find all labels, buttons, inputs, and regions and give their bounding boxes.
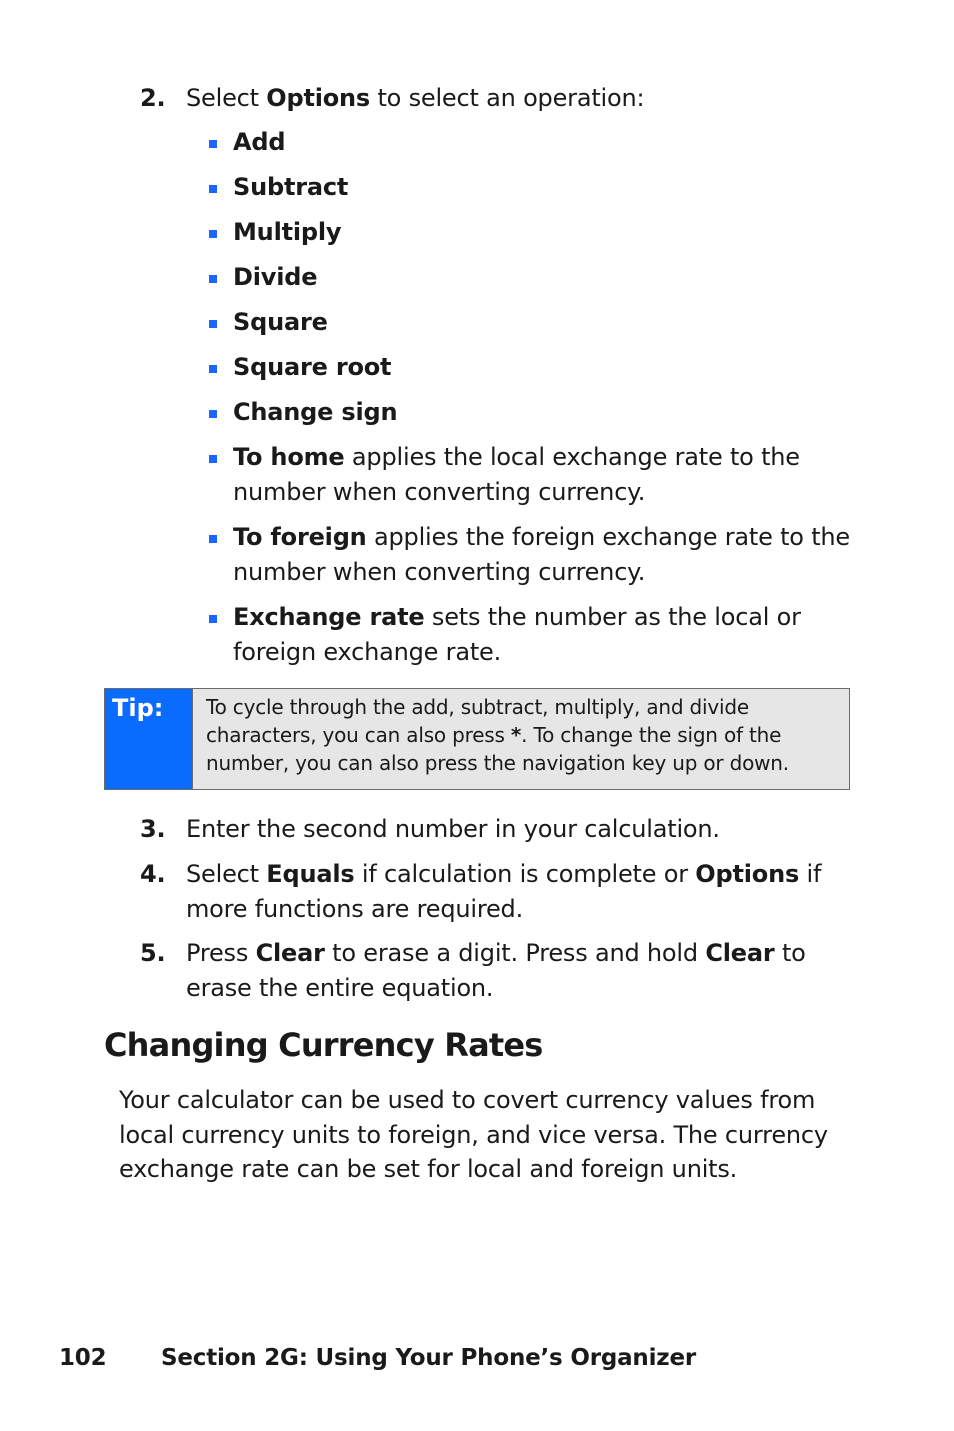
tip-box bbox=[104, 688, 850, 790]
bullet-icon bbox=[209, 535, 217, 543]
bullet-icon bbox=[209, 320, 217, 328]
options-keyword: Options bbox=[695, 860, 800, 888]
list-item: Square bbox=[208, 305, 868, 340]
footer-section-title: Section 2G: Using Your Phone’s Organizer bbox=[161, 1345, 697, 1371]
list-item: To home applies the local exchange rate to the number when converting currency. bbox=[208, 440, 868, 510]
step-text: Press Clear to erase a digit. Press and hold Clear to erase the entire equation. bbox=[186, 939, 806, 1002]
list-item: To foreign applies the foreign exchange rate to the number when converting currency. bbox=[208, 520, 868, 590]
step-4 bbox=[140, 857, 870, 927]
bullet-icon bbox=[209, 410, 217, 418]
list-item: Exchange rate sets the number as the local or foreign exchange rate. bbox=[208, 600, 868, 670]
list-item: Subtract bbox=[208, 170, 868, 205]
step-text: Select Options to select an operation: bbox=[186, 84, 645, 112]
list-item: Divide bbox=[208, 260, 868, 295]
page-number: 102 bbox=[59, 1345, 107, 1371]
tip-text: To cycle through the add, subtract, multiply, and divide characters, you can also press *. To change the sign of the number, you can also press the navigation key up or down. bbox=[193, 689, 849, 789]
step-5 bbox=[140, 936, 870, 1006]
bullet-icon bbox=[209, 615, 217, 623]
list-item: Multiply bbox=[208, 215, 868, 250]
list-item: Square root bbox=[208, 350, 868, 385]
bullet-icon bbox=[209, 455, 217, 463]
bullet-icon bbox=[209, 140, 217, 148]
bullet-icon bbox=[209, 365, 217, 373]
page-footer bbox=[59, 1345, 696, 1371]
equals-keyword: Equals bbox=[266, 860, 355, 888]
bullet-icon bbox=[209, 230, 217, 238]
list-item: Change sign bbox=[208, 395, 868, 430]
operation-list bbox=[208, 125, 868, 680]
section-paragraph: Your calculator can be used to covert currency values from local currency units to foreign, and vice versa. The currency exchange rate can be set for local and foreign units. bbox=[119, 1086, 828, 1183]
step-text: Select Equals if calculation is complete or Options if more functions are required. bbox=[186, 860, 822, 923]
step-text: Enter the second number in your calculation. bbox=[186, 815, 720, 843]
tip-label: Tip: bbox=[105, 689, 193, 789]
bullet-icon bbox=[209, 275, 217, 283]
section-heading: Changing Currency Rates bbox=[104, 1026, 543, 1064]
step-3 bbox=[140, 812, 870, 847]
clear-keyword: Clear bbox=[255, 939, 325, 967]
star-key: * bbox=[510, 723, 522, 747]
bullet-icon bbox=[209, 185, 217, 193]
clear-keyword: Clear bbox=[705, 939, 775, 967]
step-number: 5. bbox=[140, 939, 166, 967]
options-keyword: Options bbox=[266, 84, 371, 112]
list-item: Add bbox=[208, 125, 868, 160]
step-number: 4. bbox=[140, 860, 166, 888]
step-2 bbox=[140, 81, 870, 116]
step-number: 3. bbox=[140, 815, 166, 843]
step-number: 2. bbox=[140, 84, 166, 112]
